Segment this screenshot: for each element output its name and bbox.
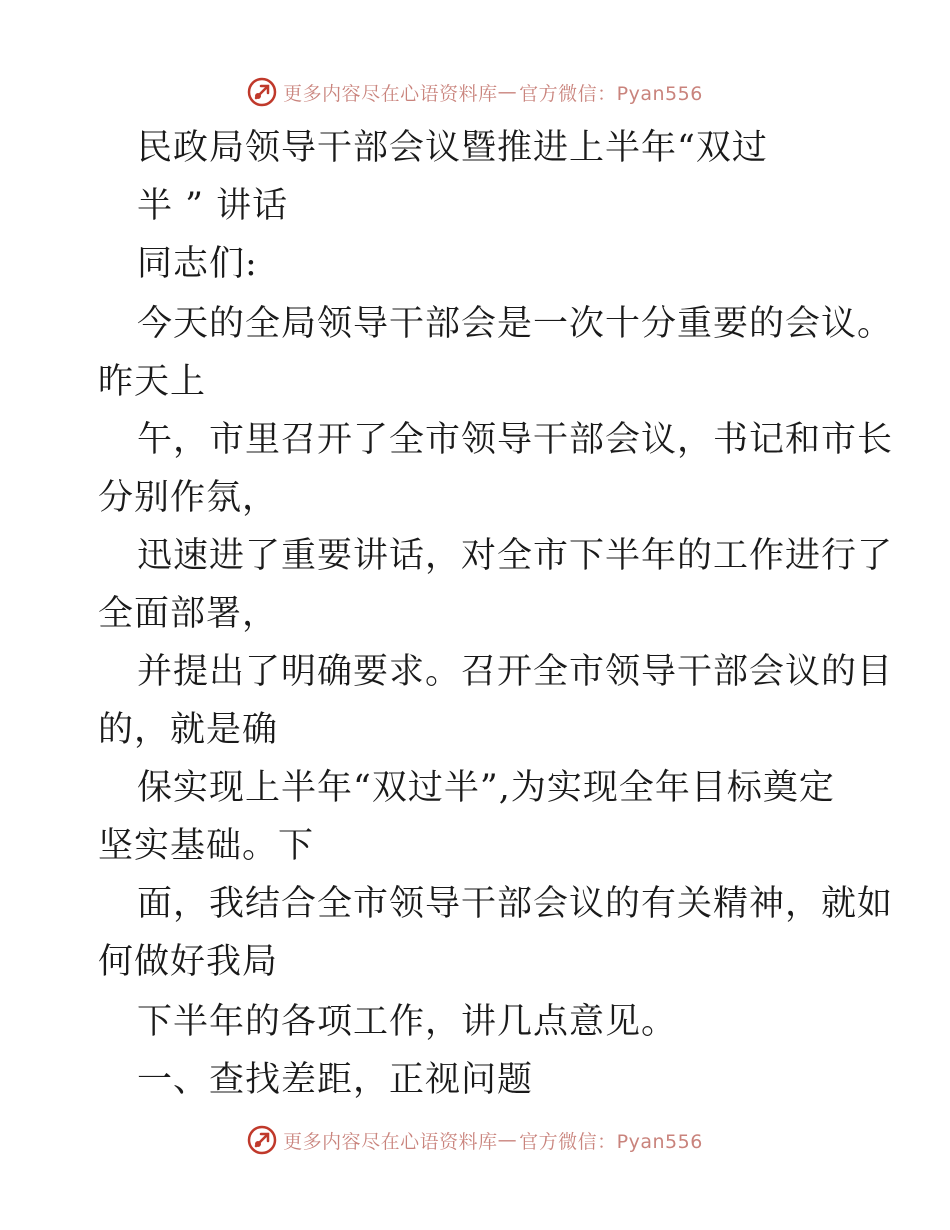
- brand-logo-icon: [247, 1125, 277, 1155]
- paragraph-line: 何做好我局: [98, 942, 279, 982]
- brand-logo-icon: [247, 77, 277, 107]
- paragraph-line: 面，我结合全市领导干部会议的有关精神，就如: [137, 884, 894, 924]
- watermark-site-text: 更多内容尽在心语资料库: [283, 1130, 498, 1153]
- paragraph-line: 午，市里召开了全市领导干部会议，书记和市长: [137, 420, 894, 460]
- watermark-site-text: 更多内容尽在心语资料库: [283, 82, 498, 105]
- paragraph-line: 昨天上: [98, 362, 207, 402]
- watermark-separator: —: [497, 81, 518, 103]
- paragraph-line: 全面部署，: [98, 594, 279, 634]
- paragraph-line: 今天的全局领导干部会是一次十分重要的会议。: [137, 304, 894, 344]
- section-heading: 一、查找差距，正视问题: [137, 1060, 534, 1100]
- document-title-line-1: 民政局领导干部会议暨推进上半年“双过: [137, 128, 768, 168]
- paragraph-line: 迅速进了重要讲话，对全市下半年的工作进行了: [137, 536, 894, 576]
- watermark-banner-bottom: [0, 1120, 950, 1160]
- salutation: 同志们:: [137, 244, 258, 284]
- paragraph-line: 保实现上半年“双过半”,为实现全年目标奠定: [137, 768, 835, 808]
- document-title-line-2: 半 ” 讲话: [137, 186, 289, 226]
- paragraph-line: 的，就是确: [98, 710, 279, 750]
- watermark-separator: —: [497, 1129, 518, 1151]
- paragraph-line: 分别作氛，: [98, 478, 279, 518]
- paragraph-line: 坚实基础。下: [98, 826, 315, 866]
- paragraph-line: 并提出了明确要求。召开全市领导干部会议的目: [137, 652, 894, 692]
- paragraph-line: 下半年的各项工作，讲几点意见。: [137, 1002, 678, 1042]
- watermark-wechat-text: 官方微信：Pyan556: [519, 82, 703, 105]
- watermark-banner-top: [0, 72, 950, 112]
- watermark-wechat-text: 官方微信：Pyan556: [519, 1130, 703, 1153]
